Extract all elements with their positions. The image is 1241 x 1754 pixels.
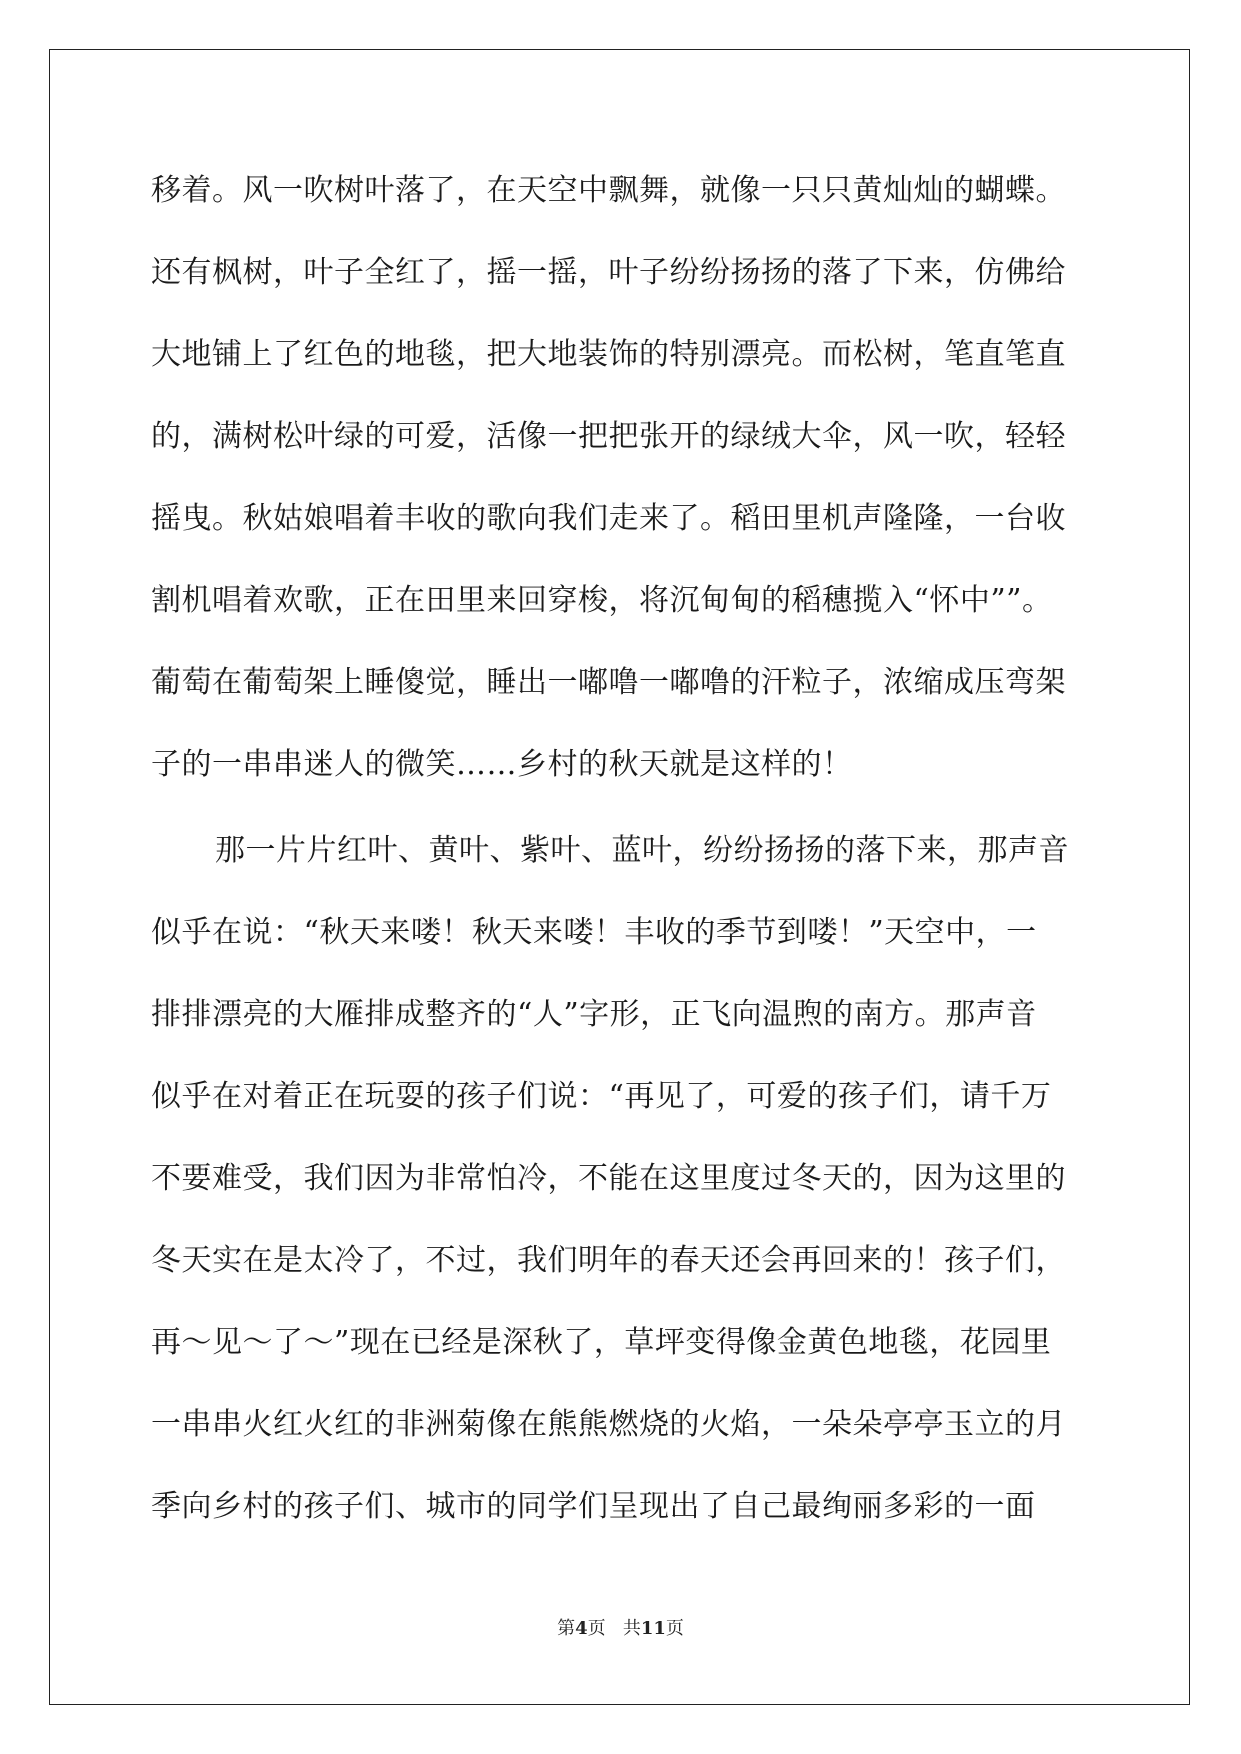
text-line: 摇曳。秋姑娘唱着丰收的歌向我们走来了。稻田里机声隆隆，一台收: [151, 501, 1066, 536]
total-pages: 11: [640, 1618, 666, 1639]
paragraph: [151, 150, 1091, 806]
text-line: 季向乡村的孩子们、城市的同学们呈现出了自己最绚丽多彩的一面: [151, 1489, 1036, 1524]
text-line: 葡萄在葡萄架上睡傻觉，睡出一嘟噜一嘟噜的汗粒子，浓缩成压弯架: [151, 665, 1066, 700]
text-line: 排排漂亮的大雁排成整齐的“人”字形，正飞向温煦的南方。那声音: [151, 997, 1037, 1032]
page-label-suffix: 页: [587, 1618, 606, 1639]
body-text: [151, 150, 1091, 1548]
text-line: 冬天实在是太冷了，不过，我们明年的春天还会再回来的！孩子们，: [151, 1243, 1066, 1278]
text-line: 割机唱着欢歌，正在田里来回穿梭，将沉甸甸的稻穗揽入“怀中””。: [151, 583, 1053, 618]
page-label-prefix: 第: [557, 1618, 576, 1639]
text-line: 似乎在说：“秋天来喽！秋天来喽！丰收的季节到喽！”天空中，一: [151, 915, 1037, 950]
text-line: 的，满树松叶绿的可爱，活像一把把张开的绿绒大伞，风一吹，轻轻: [151, 419, 1066, 454]
total-label-suffix: 页: [665, 1618, 684, 1639]
text-line: 子的一串串迷人的微笑……乡村的秋天就是这样的！: [151, 747, 853, 782]
page-footer: [0, 1614, 1241, 1640]
text-line: 移着。风一吹树叶落了，在天空中飘舞，就像一只只黄灿灿的蝴蝶。: [151, 173, 1066, 208]
text-line: 那一片片红叶、黄叶、紫叶、蓝叶，纷纷扬扬的落下来，那声音: [215, 833, 1069, 868]
paragraph: [151, 810, 1091, 1548]
text-line: 不要难受，我们因为非常怕冷，不能在这里度过冬天的，因为这里的: [151, 1161, 1066, 1196]
text-line: 再～见～了～”现在已经是深秋了，草坪变得像金黄色地毯，花园里: [151, 1325, 1052, 1360]
page-number: 4: [575, 1618, 588, 1639]
total-label-prefix: 共: [622, 1618, 641, 1639]
text-line: 还有枫树，叶子全红了，摇一摇，叶子纷纷扬扬的落了下来，仿佛给: [151, 255, 1066, 290]
text-line: 大地铺上了红色的地毯，把大地装饰的特别漂亮。而松树，笔直笔直: [151, 337, 1066, 372]
text-line: 一串串火红火红的非洲菊像在熊熊燃烧的火焰，一朵朵亭亭玉立的月: [151, 1407, 1066, 1442]
text-line: 似乎在对着正在玩耍的孩子们说：“再见了，可爱的孩子们，请千万: [151, 1079, 1052, 1114]
